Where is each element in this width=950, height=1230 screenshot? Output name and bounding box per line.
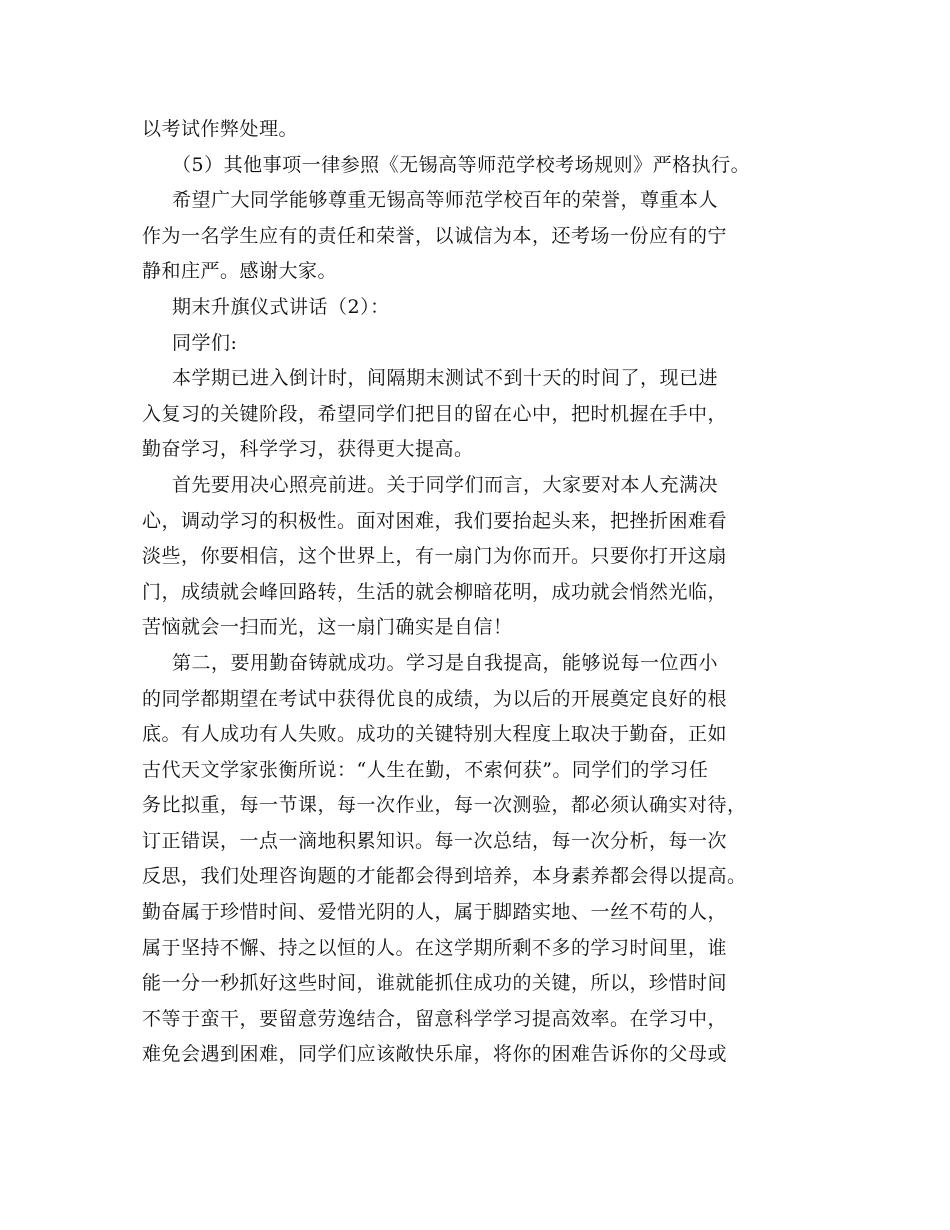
- document-body: [142, 112, 822, 1073]
- salutation: 同学们:: [172, 331, 238, 354]
- text-line: 能一分一秒抓好这些时间，谁就能抓住成功的关键，所以，珍惜时间: [142, 972, 728, 995]
- text-line: 属于坚持不懈、持之以恒的人。在这学期所剩不多的学习时间里，谁: [142, 936, 728, 959]
- text-line: 心，调动学习的积极性。面对困难，我们要抬起头来，把挫折困难看: [142, 509, 728, 532]
- text-line: 勤奋属于珍惜时间、爱惜光阴的人，属于脚踏实地、一丝不苟的人，: [142, 901, 728, 924]
- text-line: 订正错误，一点一滴地积累知识。每一次总结，每一次分析，每一次: [142, 829, 728, 852]
- text-line: 底。有人成功有人失败。成功的关键特别大程度上取决于勤奋，正如: [142, 723, 728, 746]
- text-line: 古代天文学家张衡所说：“人生在勤，不索何获”。同学们的学习任: [142, 758, 709, 781]
- text-line: 务比拟重，每一节课，每一次作业，每一次测验，都必须认确实对待，: [142, 794, 747, 817]
- text-line: 反思，我们处理咨询题的才能都会得到培养，本身素养都会得以提高。: [142, 865, 747, 888]
- text-line: 首先要用决心照亮前进。关于同学们而言，大家要对本人充满决: [172, 473, 719, 496]
- text-line: 作为一名学生应有的责任和荣誉，以诚信为本，还考场一份应有的宁: [142, 224, 728, 247]
- text-line: 苦恼就会一扫而光，这一扇门确实是自信！: [142, 616, 513, 639]
- text-line: 淡些，你要相信，这个世界上，有一扇门为你而开。只要你打开这扇: [142, 545, 728, 568]
- section-heading: 期末升旗仪式讲话（2）：: [172, 295, 390, 318]
- text-line: 希望广大同学能够尊重无锡高等师范学校百年的荣誉，尊重本人: [172, 189, 719, 212]
- text-line: 的同学都期望在考试中获得优良的成绩，为以后的开展奠定良好的根: [142, 687, 728, 710]
- text-line: 难免会遇到困难，同学们应该敞快乐扉，将你的困难告诉你的父母或: [142, 1043, 728, 1066]
- text-line: 门，成绩就会峰回路转，生活的就会柳暗花明，成功就会悄然光临，: [142, 580, 728, 603]
- text-line: 勤奋学习，科学学习，获得更大提高。: [142, 438, 474, 461]
- text-line: 入复习的关键阶段，希望同学们把目的留在心中，把时机握在手中，: [142, 402, 728, 425]
- text-line: 本学期已进入倒计时，间隔期末测试不到十天的时间了，现已进: [172, 367, 719, 390]
- text-line: 以考试作弊处理。: [142, 118, 299, 140]
- text-line: 第二，要用勤奋铸就成功。学习是自我提高，能够说每一位西小: [172, 651, 719, 674]
- text-line: （5）其他事项一律参照《无锡高等师范学校考场规则》严格执行。: [172, 153, 751, 176]
- text-line: 不等于蛮干，要留意劳逸结合，留意科学学习提高效率。在学习中，: [142, 1007, 728, 1030]
- text-line: 静和庄严。感谢大家。: [142, 260, 338, 283]
